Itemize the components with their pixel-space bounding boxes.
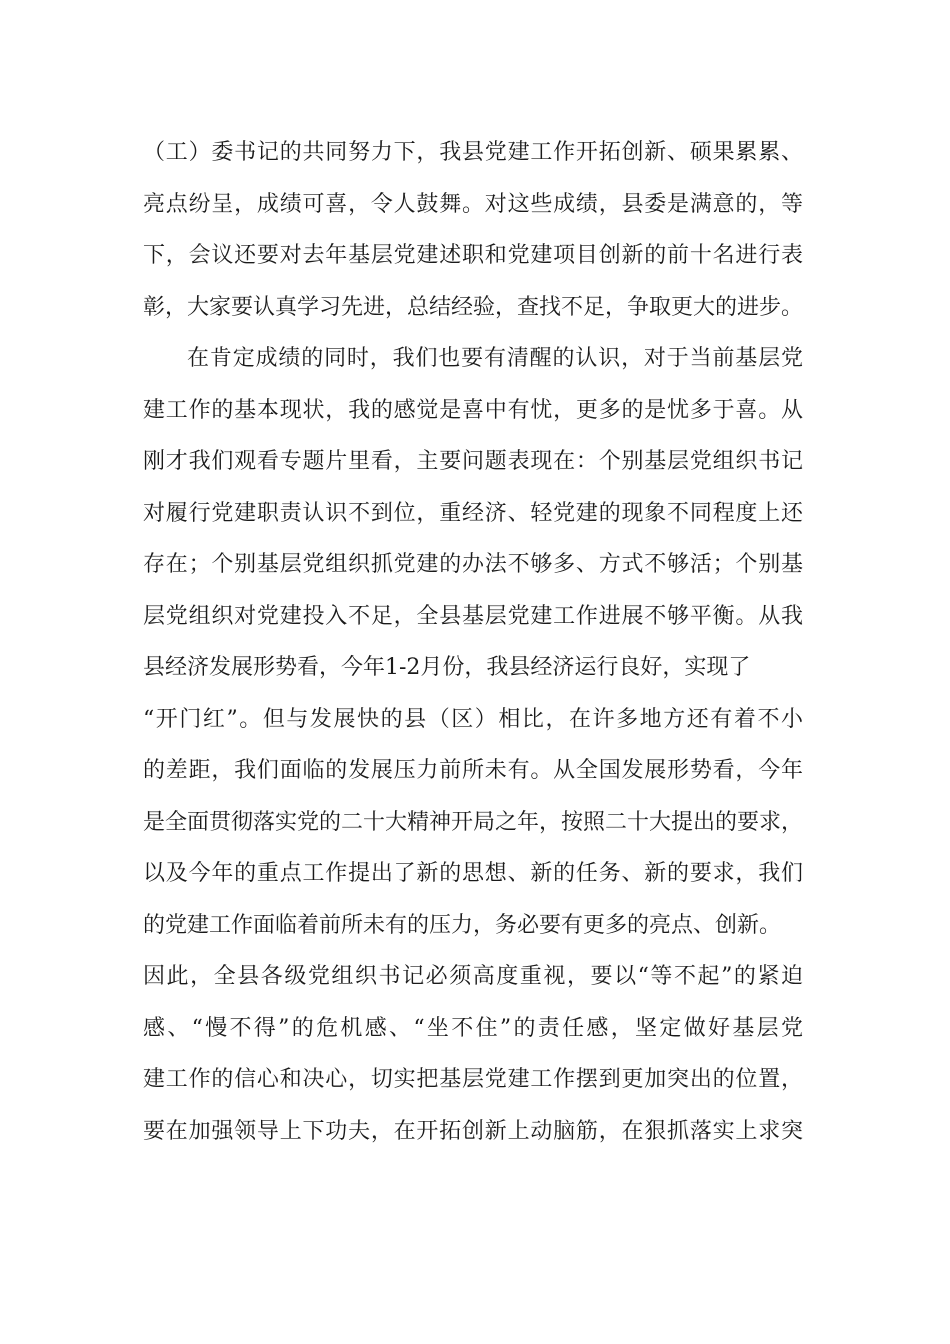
text-line: 存在；个别基层党组织抓党建的办法不够多、方式不够活；个别基 xyxy=(143,552,803,577)
text-line: 彰，大家要认真学习先进，总结经验，查找不足，争取更大的进步。 xyxy=(143,294,804,320)
text-line: 下，会议还要对去年基层党建述职和党建项目创新的前十名进行表 xyxy=(143,243,803,268)
text-line: 亮点纷呈，成绩可喜，令人鼓舞。对这些成绩，县委是满意的，等 xyxy=(143,191,803,217)
text-line: 县经济发展形势看，今年1-2月份，我县经济运行良好，实现了 xyxy=(143,655,751,680)
paragraph-first-line: 在肯定成绩的同时，我们也要有清醒的认识，对于当前基层党 xyxy=(187,346,803,371)
text-line: 的差距，我们面临的发展压力前所未有。从全国发展形势看，今年 xyxy=(143,758,803,783)
body-text xyxy=(143,127,803,1157)
text-line: 层党组织对党建投入不足，全县基层党建工作进展不够平衡。从我 xyxy=(143,603,803,629)
text-line: 刚才我们观看专题片里看，主要问题表现在：个别基层党组织书记 xyxy=(143,449,803,474)
text-line: 对履行党建职责认识不到位，重经济、轻党建的现象不同程度上还 xyxy=(143,500,803,526)
text-line: 建工作的信心和决心，切实把基层党建工作摆到更加突出的位置， xyxy=(143,1067,803,1092)
text-line: 的党建工作面临着前所未有的压力，务必要有更多的亮点、创新。 xyxy=(143,912,782,938)
text-line: 因此，全县各级党组织书记必须高度重视，要以“等不起”的紧迫 xyxy=(143,964,803,989)
text-line: 要在加强领导上下功夫，在开拓创新上动脑筋，在狠抓落实上求突 xyxy=(143,1118,803,1144)
text-line: （工）委书记的共同努力下，我县党建工作开拓创新、硕果累累、 xyxy=(143,140,803,165)
text-line: “开门红”。但与发展快的县（区）相比，在许多地方还有着不小 xyxy=(143,706,803,732)
text-line: 是全面贯彻落实党的二十大精神开局之年，按照二十大提出的要求， xyxy=(143,809,804,835)
text-line: 以及今年的重点工作提出了新的思想、新的任务、新的要求，我们 xyxy=(143,861,803,886)
text-line: 建工作的基本现状，我的感觉是喜中有忧，更多的是忧多于喜。从 xyxy=(143,397,803,423)
text-line: 感、“慢不得”的危机感、“坐不住”的责任感，坚定做好基层党 xyxy=(143,1015,803,1041)
